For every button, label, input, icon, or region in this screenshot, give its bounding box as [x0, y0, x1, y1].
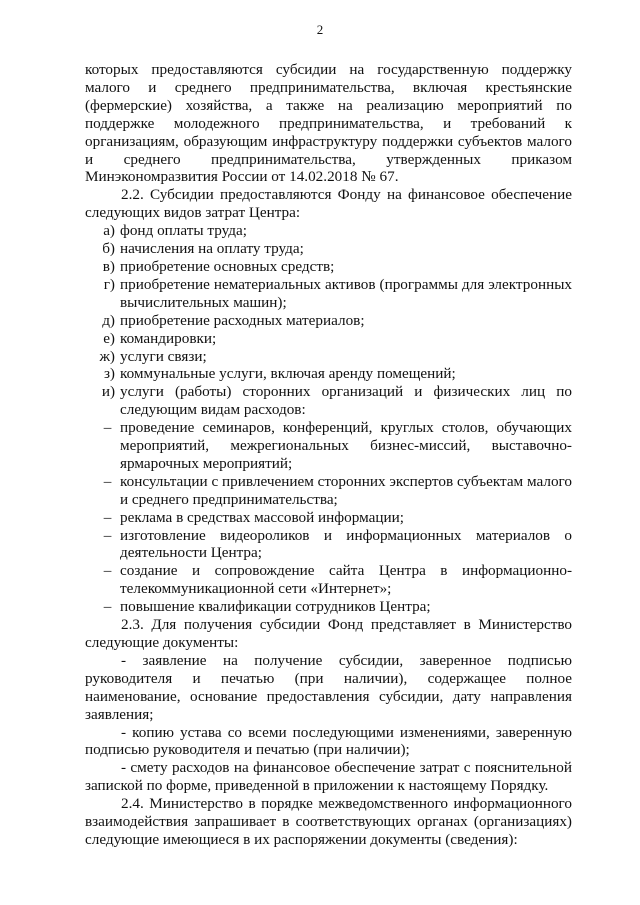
section-2-3-intro: 2.3. Для получения субсидии Фонд представляет в Министерство следующие документы:: [85, 616, 572, 651]
dash-marker: –: [103, 598, 112, 616]
sublist-item-text: создание и сопровождение сайта Центра в информационно-телекоммуникационной сети «Интернет»;: [120, 562, 572, 598]
list-item: [85, 240, 572, 258]
list-marker: ж): [99, 347, 115, 365]
list-item: [85, 258, 572, 276]
sublist-item-text: консультации с привлечением сторонних экспертов субъектам малого и среднего предпринимательства;: [120, 472, 572, 508]
list-marker: в): [102, 257, 115, 275]
list-item-text: фонд оплаты труда;: [120, 222, 247, 240]
sublist-item: [85, 598, 572, 616]
section-2-4-intro: 2.4. Министерство в порядке межведомственного информационного взаимодействия запрашивает в соответствующих органах (организациях) следующие имеющиеся в их распоряжении документы (сведения):: [85, 795, 572, 848]
list-marker: е): [103, 329, 115, 347]
list-item-text: услуги (работы) сторонних организаций и физических лиц по следующим видам расходов:: [120, 383, 572, 419]
sublist-item-text: проведение семинаров, конференций, круглых столов, обучающих мероприятий, межрегиональных бизнес-миссий, выставочно-ярмарочных мероприятий;: [120, 419, 572, 472]
section-2-2-intro: 2.2. Субсидии предоставляются Фонду на финансовое обеспечение следующих видов затрат Центра:: [85, 186, 572, 222]
section-2-2-sublist: [85, 419, 572, 616]
list-marker: б): [102, 240, 115, 258]
sublist-item: [85, 527, 572, 563]
section-2-3-item: - смету расходов на финансовое обеспечение затрат с пояснительной запиской по форме, приведенной в приложении к настоящему Порядку.: [85, 759, 572, 795]
list-item: [85, 365, 572, 383]
dash-marker: –: [103, 472, 112, 490]
sublist-item: [85, 509, 572, 527]
section-2-3-item: - копию устава со всеми последующими изменениями, заверенную подписью руководителя и печатью (при наличии);: [85, 723, 572, 759]
list-item-text: приобретение основных средств;: [120, 257, 335, 275]
sublist-item-text: повышение квалификации сотрудников Центра;: [120, 598, 431, 616]
list-item: [85, 222, 572, 240]
list-item: [85, 383, 572, 419]
list-item-text: коммунальные услуги, включая аренду помещений;: [120, 365, 456, 383]
page-number: 2: [316, 22, 324, 37]
list-item-text: приобретение нематериальных активов (программы для электронных вычислительных машин);: [120, 275, 572, 311]
list-item-text: приобретение расходных материалов;: [120, 311, 365, 329]
list-marker: а): [103, 222, 115, 240]
sublist-item: [85, 419, 572, 473]
list-item: [85, 330, 572, 348]
list-item: [85, 348, 572, 366]
list-item-text: начисления на оплату труда;: [120, 240, 304, 258]
opening-paragraph: которых предоставляются субсидии на государственную поддержку малого и среднего предпринимательства, включая крестьянские (фермерские) хозяйства, а также на реализацию мероприятий по поддержке молодежного предпринимательства, и требований к организациям, образующим инфраструктуру поддержки субъектов малого и среднего предпринимательства, утвержденных приказом Минэкономразвития России от 14.02.2018 № 67.: [85, 61, 572, 186]
sublist-item-text: изготовление видеороликов и информационных материалов о деятельности Центра;: [120, 526, 572, 562]
dash-marker: –: [103, 419, 112, 437]
list-item: [85, 276, 572, 312]
document-body: [85, 61, 572, 849]
dash-marker: –: [103, 508, 112, 526]
sublist-item: [85, 473, 572, 509]
list-marker: д): [102, 311, 115, 329]
list-item: [85, 312, 572, 330]
section-2-2-list: [85, 222, 572, 419]
dash-marker: –: [103, 562, 112, 580]
list-item-text: услуги связи;: [120, 347, 207, 365]
sublist-item-text: реклама в средствах массовой информации;: [120, 508, 404, 526]
list-marker: з): [103, 365, 115, 383]
dash-marker: –: [103, 526, 112, 544]
sublist-item: [85, 562, 572, 598]
list-marker: г): [103, 275, 115, 293]
section-2-3-item: - заявление на получение субсидии, заверенное подписью руководителя и печатью (при наличии), содержащее полное наименование, основание предоставления субсидии, дату направления заявления;: [85, 651, 572, 723]
list-marker: и): [101, 383, 115, 401]
list-item-text: командировки;: [120, 329, 217, 347]
